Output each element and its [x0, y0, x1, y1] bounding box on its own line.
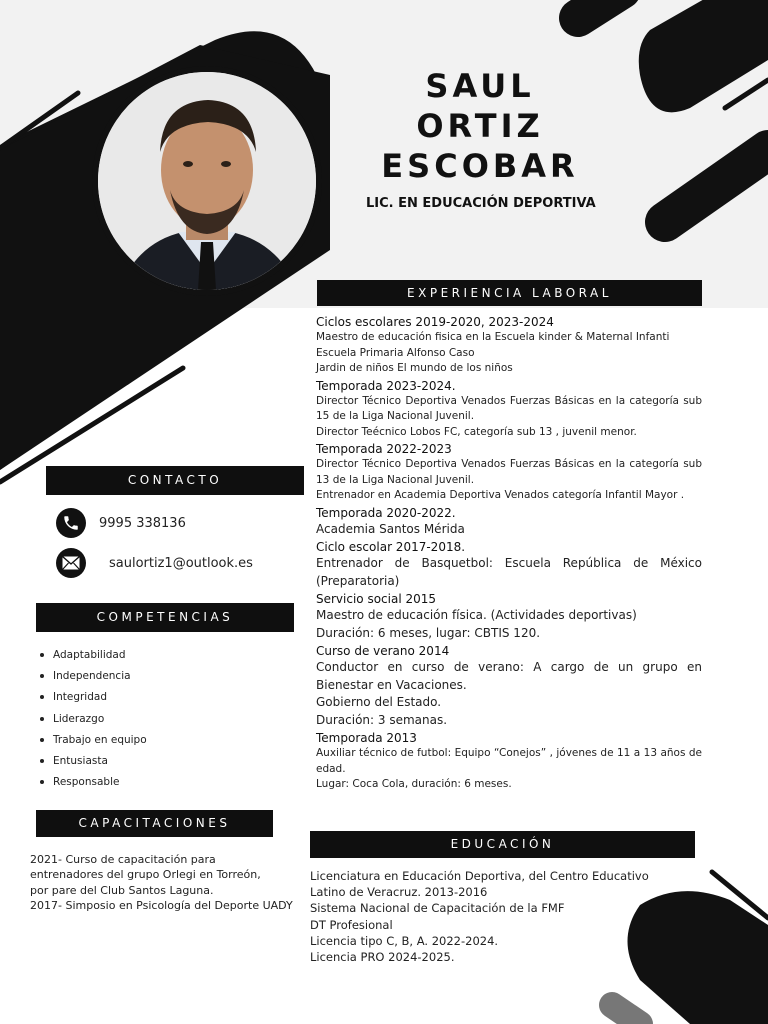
- training-list: [30, 852, 293, 913]
- skill-item: Liderazgo: [38, 710, 147, 731]
- experience-line: Conductor en curso de verano: A cargo de un grupo en Bienestar en Vacaciones.: [316, 660, 702, 692]
- experience-heading: Temporada 2020-2022.: [316, 505, 456, 520]
- section-bar-experience: EXPERIENCIA LABORAL: [317, 280, 702, 306]
- experience-heading: Temporada 2022-2023: [316, 442, 452, 456]
- experience-entry: [316, 539, 702, 590]
- experience-line: Academia Santos Mérida: [316, 521, 465, 536]
- experience-heading: Temporada 2013: [316, 731, 417, 745]
- education-line: Licencia PRO 2024-2025.: [310, 950, 455, 965]
- experience-line: Escuela Primaria Alfonso Caso: [316, 346, 475, 359]
- section-bar-skills: COMPETENCIAS: [36, 603, 294, 632]
- experience-entry: [316, 591, 702, 642]
- experience-line: Director Técnico Deportiva Venados Fuerzas Básicas en la categoría sub 13 de la Liga Nacional Juvenil.: [316, 458, 702, 486]
- skill-item: Independencia: [38, 667, 147, 688]
- experience-line: Maestro de educación fisica en la Escuela kinder & Maternal Infanti: [316, 331, 670, 343]
- training-line: por pare del Club Santos Laguna.: [30, 883, 214, 897]
- experience-line: Gobierno del Estado.: [316, 695, 442, 709]
- training-line: 2021- Curso de capacitación para: [30, 853, 216, 866]
- skill-item: Entusiasta: [38, 752, 147, 773]
- education-line: DT Profesional: [310, 917, 393, 932]
- experience-entry: [316, 441, 702, 504]
- envelope-icon: [56, 548, 86, 578]
- experience-entry: [316, 314, 702, 377]
- skills-list: [38, 646, 147, 794]
- education-line: Latino de Veracruz. 2013-2016: [310, 885, 488, 900]
- phone-icon: [56, 508, 86, 538]
- full-name: [370, 66, 590, 186]
- phone-number[interactable]: 9995 338136: [99, 515, 186, 531]
- section-bar-training: CAPACITACIONES: [36, 810, 273, 837]
- experience-heading: Ciclos escolares 2019-2020, 2023-2024: [316, 315, 554, 329]
- training-line: 2017- Simposio en Psicología del Deporte UADY: [30, 898, 293, 912]
- education-line: Licencia tipo C, B, A. 2022-2024.: [310, 933, 499, 948]
- professional-title: LIC. EN EDUCACIÓN DEPORTIVA: [366, 196, 596, 211]
- skill-item: Trabajo en equipo: [38, 731, 147, 752]
- experience-line: Duración: 6 meses, lugar: CBTIS 120.: [316, 625, 541, 640]
- experience-heading: Ciclo escolar 2017-2018.: [316, 540, 466, 554]
- experience-line: Maestro de educación física. (Actividades deportivas): [316, 608, 637, 622]
- experience-line: Jardin de niños El mundo de los niños: [316, 362, 513, 374]
- contact-email-row: [56, 548, 253, 578]
- email-address[interactable]: saulortiz1@outlook.es: [109, 555, 253, 571]
- experience-entry: [316, 730, 702, 793]
- experience-heading: Servicio social 2015: [316, 592, 437, 606]
- experience-entry: [316, 643, 702, 729]
- experience-line: Lugar: Coca Cola, duración: 6 meses.: [316, 778, 512, 790]
- education-list: [310, 868, 649, 965]
- experience-line: Director Técnico Deportiva Venados Fuerzas Básicas en la categoría sub 15 de la Liga Nacional Juvenil.: [316, 394, 702, 422]
- experience-line: Director Teécnico Lobos FC, categoría sub 13 , juvenil menor.: [316, 425, 637, 438]
- experience-line: Auxiliar técnico de futbol: Equipo “Conejos” , jóvenes de 11 a 13 años de edad.: [316, 747, 702, 775]
- section-bar-education: EDUCACIÓN: [310, 831, 695, 858]
- training-line: entrenadores del grupo Orlegi en Torreón,: [30, 868, 261, 882]
- experience-list: [316, 314, 702, 794]
- experience-entry: [316, 378, 702, 441]
- experience-line: Duración: 3 semanas.: [316, 712, 448, 727]
- name-middle: ORTIZ: [416, 107, 544, 145]
- skill-item: Integridad: [38, 688, 147, 709]
- experience-line: Entrenador en Academia Deportiva Venados categoría Infantil Mayor .: [316, 489, 685, 501]
- skill-item: Adaptabilidad: [38, 646, 147, 667]
- education-line: Sistema Nacional de Capacitación de la FMF: [310, 901, 565, 916]
- name-last: ESCOBAR: [381, 147, 579, 185]
- contact-phone-row: [56, 508, 186, 538]
- experience-heading: Temporada 2023-2024.: [316, 378, 456, 393]
- name-first: SAUL: [425, 67, 535, 105]
- experience-heading: Curso de verano 2014: [316, 644, 450, 658]
- experience-entry: [316, 505, 702, 539]
- skill-item: Responsable: [38, 773, 147, 794]
- experience-line: Entrenador de Basquetbol: Escuela República de México (Preparatoria): [316, 556, 702, 588]
- profile-photo: [98, 72, 316, 290]
- section-bar-contact: CONTACTO: [46, 466, 304, 495]
- education-line: Licenciatura en Educación Deportiva, del Centro Educativo: [310, 869, 649, 883]
